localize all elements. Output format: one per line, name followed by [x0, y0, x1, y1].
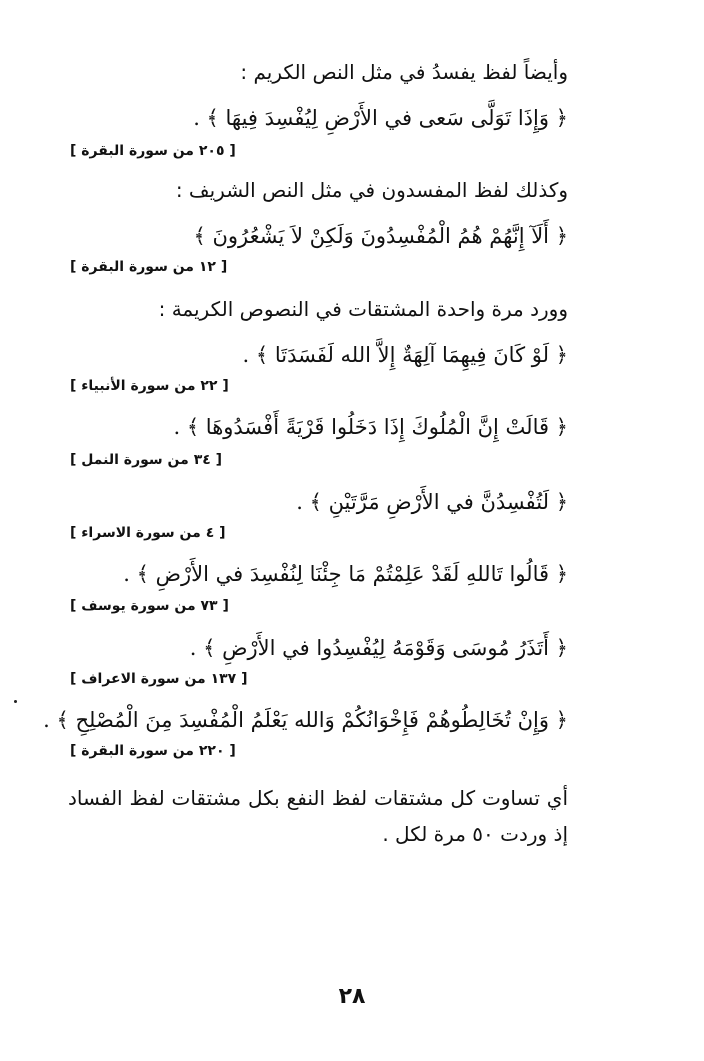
surah-reference-8: [ ٢٢٠ من سورة البقرة ] — [70, 743, 236, 759]
surah-reference-5: [ ٤ من سورة الاسراء ] — [70, 525, 226, 541]
quran-quote-6: ﴿ قَالُوا تَاللهِ لَقَدْ عَلِمْتُمْ مَا جِئْنَا لِنُفْسِدَ في الأَرْضِ ﴾ . — [123, 562, 568, 586]
surah-reference-3: [ ٢٢ من سورة الأنبياء ] — [70, 378, 229, 394]
surah-reference-4: [ ٣٤ من سورة النمل ] — [70, 452, 223, 468]
quran-quote-5: ﴿ لَتُفْسِدُنَّ في الأَرْضِ مَرَّتَيْنِ ﴾ . — [296, 490, 568, 514]
quran-quote-3: ﴿ لَوْ كَانَ فِيهِمَا آلِهَةٌ إِلاَّ الله لَفَسَدَتَا ﴾ . — [242, 343, 568, 367]
intro-mufsidun-line: وكذلك لفظ المفسدون في مثل النص الشريف : — [175, 178, 568, 202]
page-number: ٢٨ — [338, 984, 366, 1009]
quran-quote-7: ﴿ أَتَذَرُ مُوسَى وَقَوْمَهُ لِيُفْسِدُوا في الأَرْضِ ﴾ . — [189, 636, 568, 660]
quran-quote-2: ﴿ أَلَآ إِنَّهُمْ هُمُ الْمُفْسِدُونَ وَلَكِنْ لاَ يَشْعُرُونَ ﴾ — [193, 224, 568, 248]
scan-speck — [14, 700, 17, 703]
conclusion-paragraph: أي تساوت كل مشتقات لفظ النفع بكل مشتقات لفظ الفساد إذ وردت ٥٠ مرة لكل . — [68, 786, 568, 846]
quran-quote-8: ﴿ وَإِنْ تُخَالِطُوهُمْ فَإِخْوَانُكُمْ وَالله يَعْلَمُ الْمُفْسِدَ مِنَ الْمُصْلِحِ ﴾ . — [43, 708, 568, 732]
surah-reference-1: [ ٢٠٥ من سورة البقرة ] — [70, 143, 236, 159]
surah-reference-7: [ ١٣٧ من سورة الاعراف ] — [70, 671, 248, 687]
surah-reference-2: [ ١٢ من سورة البقرة ] — [70, 259, 228, 275]
intro-fasad-line: وأيضاً لفظ يفسدُ في مثل النص الكريم : — [240, 60, 568, 84]
quran-quote-4: ﴿ قَالَتْ إِنَّ الْمُلُوكَ إِذَا دَخَلُوا قَرْيَةً أَفْسَدُوهَا ﴾ . — [173, 415, 568, 439]
surah-reference-6: [ ٧٣ من سورة يوسف ] — [70, 598, 229, 614]
quran-quote-1: ﴿ وَإِذَا تَوَلَّى سَعى في الأَرْضِ لِيُفْسِدَ فِيهَا ﴾ . — [193, 106, 568, 130]
intro-derivatives-line: وورد مرة واحدة المشتقات في النصوص الكريمة : — [158, 297, 568, 321]
